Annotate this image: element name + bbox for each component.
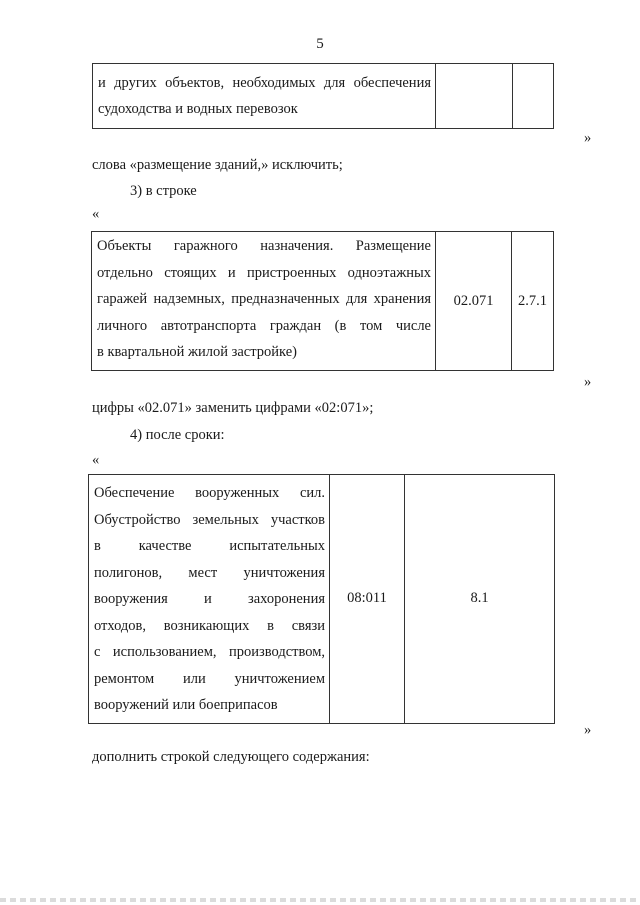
- description-line: Обеспечение вооруженных сил.: [94, 485, 325, 501]
- table-cell-code: 08:011: [330, 475, 405, 724]
- description-line: вооружений или боеприпасов: [94, 697, 278, 713]
- table-cell-description: [93, 64, 436, 129]
- description-line: ремонтом или уничтожением: [94, 670, 325, 687]
- page-number: 5: [316, 36, 324, 52]
- paragraph-in-row: 3) в строке: [130, 183, 197, 199]
- table-row-shipping: [92, 63, 554, 129]
- description-line: вооружения и захоронения: [94, 591, 325, 607]
- table-cell-kind: 2.7.1: [512, 232, 554, 371]
- description-line: и других объектов, необходимых для обеспечения: [98, 74, 431, 91]
- table-cell-description: [89, 475, 330, 724]
- paragraph-exclude: слова «размещение зданий,» исключить;: [92, 157, 343, 173]
- description-line: отходов, возникающих в связи: [94, 617, 325, 634]
- closing-quote: »: [584, 722, 592, 738]
- description-line: в квартальной жилой застройке): [97, 344, 297, 360]
- table-row-armed-forces: [88, 474, 555, 724]
- paragraph-add-row: дополнить строкой следующего содержания:: [92, 749, 370, 765]
- paragraph-after-row: 4) после сроки:: [130, 427, 225, 443]
- opening-quote: «: [92, 206, 100, 222]
- scan-edge: [0, 898, 640, 902]
- description-line: судоходства и водных перевозок: [98, 101, 298, 117]
- description-line: отдельно стоящих и пристроенных одноэтажных: [97, 264, 431, 281]
- paragraph-replace-digits: цифры «02.071» заменить цифрами «02:071»;: [92, 400, 374, 416]
- description-line: гаражей надземных, предназначенных для хранения: [97, 291, 431, 307]
- table-cell-description: [92, 232, 436, 371]
- table-row-garages: [91, 231, 554, 371]
- description-line: личного автотранспорта граждан (в том числе: [97, 317, 431, 334]
- description-line: полигонов, мест уничтожения: [94, 564, 325, 581]
- description-line: в качестве испытательных: [94, 538, 325, 554]
- table-cell-kind: 8.1: [405, 475, 555, 724]
- description-line: Объекты гаражного назначения. Размещение: [97, 238, 431, 254]
- table-cell-kind: [513, 64, 554, 129]
- closing-quote: »: [584, 130, 592, 146]
- description-line: Обустройство земельных участков: [94, 511, 325, 528]
- closing-quote: »: [584, 374, 592, 390]
- table-cell-code: [436, 64, 513, 129]
- table-cell-code: 02.071: [436, 232, 512, 371]
- opening-quote: «: [92, 452, 100, 468]
- description-line: с использованием, производством,: [94, 644, 325, 660]
